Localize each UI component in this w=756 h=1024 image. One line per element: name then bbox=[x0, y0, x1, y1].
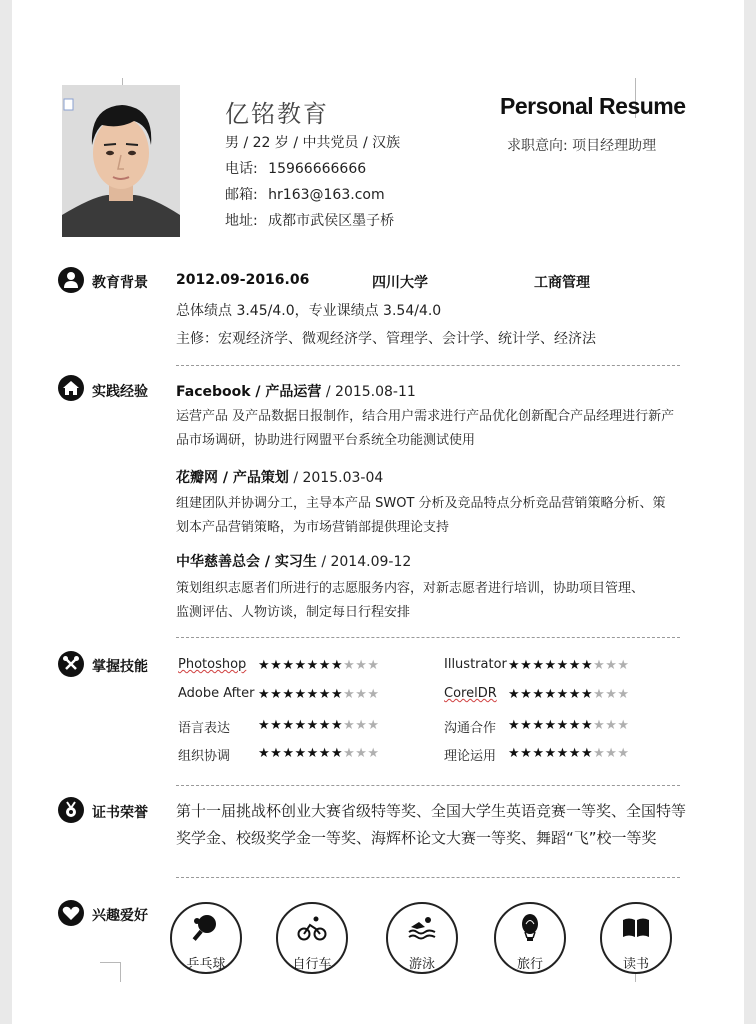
star-filled-icon: ★ bbox=[556, 658, 569, 673]
star-filled-icon: ★ bbox=[556, 718, 569, 733]
skill-name: Adobe After bbox=[178, 686, 255, 701]
star-filled-icon: ★ bbox=[270, 658, 283, 673]
education-period: 2012.09-2016.06 bbox=[176, 272, 310, 288]
skill-rating bbox=[508, 718, 630, 733]
skill-name: 语言表达 bbox=[178, 721, 231, 736]
section-divider bbox=[176, 785, 680, 786]
section-title-hobbies: 兴趣爱好 bbox=[92, 908, 148, 924]
star-filled-icon: ★ bbox=[568, 718, 581, 733]
education-major: 工商管理 bbox=[534, 275, 590, 291]
email-label: 邮箱: bbox=[225, 187, 258, 203]
star-filled-icon: ★ bbox=[508, 718, 521, 733]
star-filled-icon: ★ bbox=[532, 746, 545, 761]
star-empty-icon: ★ bbox=[367, 687, 380, 702]
experience-org: 中华慈善总会 / 实习生 bbox=[176, 554, 317, 570]
crop-mark bbox=[120, 962, 121, 982]
star-filled-icon: ★ bbox=[294, 718, 307, 733]
star-filled-icon: ★ bbox=[568, 746, 581, 761]
section-divider bbox=[176, 877, 680, 878]
skill-name: CorelDR bbox=[444, 686, 497, 701]
star-filled-icon: ★ bbox=[282, 746, 295, 761]
star-filled-icon: ★ bbox=[580, 687, 594, 702]
star-filled-icon: ★ bbox=[282, 687, 295, 702]
star-filled-icon: ★ bbox=[318, 687, 331, 702]
star-filled-icon: ★ bbox=[318, 658, 331, 673]
star-filled-icon: ★ bbox=[258, 718, 271, 733]
star-filled-icon: ★ bbox=[258, 658, 271, 673]
star-filled-icon: ★ bbox=[294, 658, 307, 673]
star-filled-icon: ★ bbox=[306, 687, 319, 702]
education-courses: 主修：宏观经济学、微观经济学、管理学、会计学、统计学、经济法 bbox=[176, 331, 596, 347]
experience-desc-line: 组建团队并协调分工，主导本产品 SWOT 分析及竞品特点分析竞品营销策略分析、策 bbox=[176, 496, 666, 511]
star-empty-icon: ★ bbox=[605, 718, 618, 733]
star-empty-icon: ★ bbox=[617, 687, 630, 702]
experience-item bbox=[176, 467, 383, 487]
star-filled-icon: ★ bbox=[508, 687, 521, 702]
hobby-label: 游泳 bbox=[408, 957, 435, 972]
hobby-label: 旅行 bbox=[516, 957, 543, 972]
star-filled-icon: ★ bbox=[270, 746, 283, 761]
basic-info: 男 / 22 岁 / 中共党员 / 汉族 bbox=[225, 135, 401, 151]
star-empty-icon: ★ bbox=[617, 746, 630, 761]
book-icon bbox=[621, 913, 651, 943]
user-icon bbox=[58, 267, 84, 293]
star-empty-icon: ★ bbox=[593, 746, 606, 761]
star-filled-icon: ★ bbox=[544, 746, 557, 761]
heart-icon bbox=[58, 900, 84, 926]
skill-name: 理论运用 bbox=[444, 749, 497, 764]
hobby-bicycle bbox=[276, 902, 348, 974]
star-filled-icon: ★ bbox=[508, 746, 521, 761]
skill-rating bbox=[258, 687, 380, 702]
hot-air-balloon-icon bbox=[515, 913, 545, 943]
tools-icon bbox=[58, 651, 84, 677]
star-filled-icon: ★ bbox=[532, 687, 545, 702]
star-filled-icon: ★ bbox=[282, 718, 295, 733]
address-value: 成都市武侯区墨子桥 bbox=[268, 213, 395, 229]
star-filled-icon: ★ bbox=[306, 658, 319, 673]
awards-line: 奖学金、校级奖学金一等奖、海辉杯论文大赛一等奖、舞蹈“飞”校一等奖 bbox=[176, 829, 657, 847]
star-empty-icon: ★ bbox=[617, 658, 630, 673]
star-empty-icon: ★ bbox=[605, 658, 618, 673]
home-icon bbox=[58, 375, 84, 401]
phone-label: 电话: bbox=[225, 161, 258, 177]
hobby-travel bbox=[494, 902, 566, 974]
star-empty-icon: ★ bbox=[343, 687, 356, 702]
star-filled-icon: ★ bbox=[270, 718, 283, 733]
experience-date: / 2015.08-11 bbox=[321, 384, 416, 400]
star-filled-icon: ★ bbox=[270, 687, 283, 702]
experience-desc-line: 策划组织志愿者们所进行的志愿服务内容，对新志愿者进行培训，协助项目管理、 bbox=[176, 581, 645, 596]
star-filled-icon: ★ bbox=[568, 687, 581, 702]
skill-rating bbox=[508, 746, 630, 761]
star-filled-icon: ★ bbox=[580, 658, 594, 673]
resume-page bbox=[12, 0, 744, 1024]
education-school: 四川大学 bbox=[372, 275, 428, 291]
skill-rating bbox=[258, 658, 380, 673]
star-filled-icon: ★ bbox=[520, 746, 533, 761]
experience-item bbox=[176, 551, 411, 571]
star-empty-icon: ★ bbox=[593, 658, 606, 673]
bicycle-icon bbox=[297, 913, 327, 943]
star-filled-icon: ★ bbox=[282, 658, 295, 673]
star-filled-icon: ★ bbox=[520, 718, 533, 733]
star-filled-icon: ★ bbox=[294, 687, 307, 702]
experience-desc-line: 监测评估、人物访谈，制定每日行程安排 bbox=[176, 605, 411, 620]
section-title-skills: 掌握技能 bbox=[92, 659, 148, 675]
address-label: 地址: bbox=[225, 213, 258, 229]
star-filled-icon: ★ bbox=[258, 687, 271, 702]
awards-line: 第十一届挑战杯创业大赛省级特等奖、全国大学生英语竞赛一等奖、全国特等 bbox=[176, 802, 687, 820]
skill-name: Photoshop bbox=[178, 657, 247, 672]
star-filled-icon: ★ bbox=[294, 746, 307, 761]
experience-date: / 2014.09-12 bbox=[316, 554, 412, 570]
star-filled-icon: ★ bbox=[318, 718, 331, 733]
crop-mark bbox=[100, 962, 120, 963]
skill-rating bbox=[508, 687, 630, 702]
star-filled-icon: ★ bbox=[568, 658, 581, 673]
swimming-icon bbox=[407, 913, 437, 943]
star-filled-icon: ★ bbox=[544, 658, 557, 673]
skill-name: Illustrator bbox=[444, 657, 507, 672]
star-filled-icon: ★ bbox=[258, 746, 271, 761]
experience-desc-line: 品市场调研，协助进行网盟平台系统全功能测试使用 bbox=[176, 433, 476, 448]
skill-name: 组织协调 bbox=[178, 749, 231, 764]
star-filled-icon: ★ bbox=[544, 718, 557, 733]
star-filled-icon: ★ bbox=[532, 658, 545, 673]
star-empty-icon: ★ bbox=[617, 718, 630, 733]
star-empty-icon: ★ bbox=[355, 746, 368, 761]
ping-pong-icon bbox=[191, 913, 221, 943]
skill-rating bbox=[508, 658, 630, 673]
section-title-experience: 实践经验 bbox=[92, 384, 148, 400]
star-empty-icon: ★ bbox=[367, 746, 380, 761]
star-empty-icon: ★ bbox=[367, 658, 380, 673]
section-divider bbox=[176, 365, 680, 366]
profile-photo bbox=[62, 85, 180, 237]
star-filled-icon: ★ bbox=[318, 746, 331, 761]
education-gpa: 总体绩点 3.45/4.0，专业课绩点 3.54/4.0 bbox=[176, 303, 442, 319]
star-empty-icon: ★ bbox=[605, 687, 618, 702]
phone-value: 15966666666 bbox=[268, 161, 367, 177]
star-empty-icon: ★ bbox=[343, 746, 356, 761]
experience-org: Facebook / 产品运营 bbox=[176, 384, 322, 400]
star-filled-icon: ★ bbox=[532, 718, 545, 733]
hobby-label: 自行车 bbox=[292, 957, 332, 972]
star-filled-icon: ★ bbox=[306, 746, 319, 761]
star-empty-icon: ★ bbox=[355, 687, 368, 702]
hobby-label: 乒乓球 bbox=[186, 957, 226, 972]
experience-desc-line: 划本产品营销策略，为市场营销部提供理论支持 bbox=[176, 520, 450, 535]
star-filled-icon: ★ bbox=[520, 658, 533, 673]
skill-name: 沟通合作 bbox=[444, 721, 497, 736]
star-empty-icon: ★ bbox=[355, 718, 368, 733]
star-filled-icon: ★ bbox=[520, 687, 533, 702]
address-row bbox=[225, 210, 394, 230]
hobby-swimming bbox=[386, 902, 458, 974]
phone-row bbox=[225, 158, 366, 178]
section-title-education: 教育背景 bbox=[92, 275, 148, 291]
email-row bbox=[225, 184, 385, 204]
candidate-name: 亿铭教育 bbox=[225, 100, 329, 128]
section-title-awards: 证书荣誉 bbox=[92, 805, 148, 821]
star-filled-icon: ★ bbox=[544, 687, 557, 702]
star-filled-icon: ★ bbox=[556, 687, 569, 702]
email-value: hr163@163.com bbox=[268, 187, 385, 203]
medal-icon bbox=[58, 797, 84, 823]
star-filled-icon: ★ bbox=[306, 718, 319, 733]
star-empty-icon: ★ bbox=[355, 658, 368, 673]
experience-date: / 2015.03-04 bbox=[288, 470, 384, 486]
star-filled-icon: ★ bbox=[330, 746, 344, 761]
hobby-label: 读书 bbox=[622, 957, 649, 972]
skill-rating bbox=[258, 718, 380, 733]
resume-title: Personal Resume bbox=[500, 93, 686, 119]
star-filled-icon: ★ bbox=[556, 746, 569, 761]
hobby-ping-pong bbox=[170, 902, 242, 974]
star-empty-icon: ★ bbox=[605, 746, 618, 761]
section-divider bbox=[176, 637, 680, 638]
star-filled-icon: ★ bbox=[508, 658, 521, 673]
experience-org: 花瓣网 / 产品策划 bbox=[176, 470, 289, 486]
star-empty-icon: ★ bbox=[343, 658, 356, 673]
job-objective: 求职意向: 项目经理助理 bbox=[507, 138, 657, 154]
star-empty-icon: ★ bbox=[343, 718, 356, 733]
star-empty-icon: ★ bbox=[593, 718, 606, 733]
experience-item bbox=[176, 381, 416, 401]
star-filled-icon: ★ bbox=[330, 687, 344, 702]
star-empty-icon: ★ bbox=[367, 718, 380, 733]
experience-desc-line: 运营产品 及产品数据日报制作，结合用户需求进行产品优化创新配合产品经理进行新产 bbox=[176, 409, 675, 424]
star-filled-icon: ★ bbox=[330, 658, 344, 673]
star-filled-icon: ★ bbox=[580, 746, 594, 761]
star-empty-icon: ★ bbox=[593, 687, 606, 702]
skill-rating bbox=[258, 746, 380, 761]
star-filled-icon: ★ bbox=[330, 718, 344, 733]
hobby-reading bbox=[600, 902, 672, 974]
star-filled-icon: ★ bbox=[580, 718, 594, 733]
